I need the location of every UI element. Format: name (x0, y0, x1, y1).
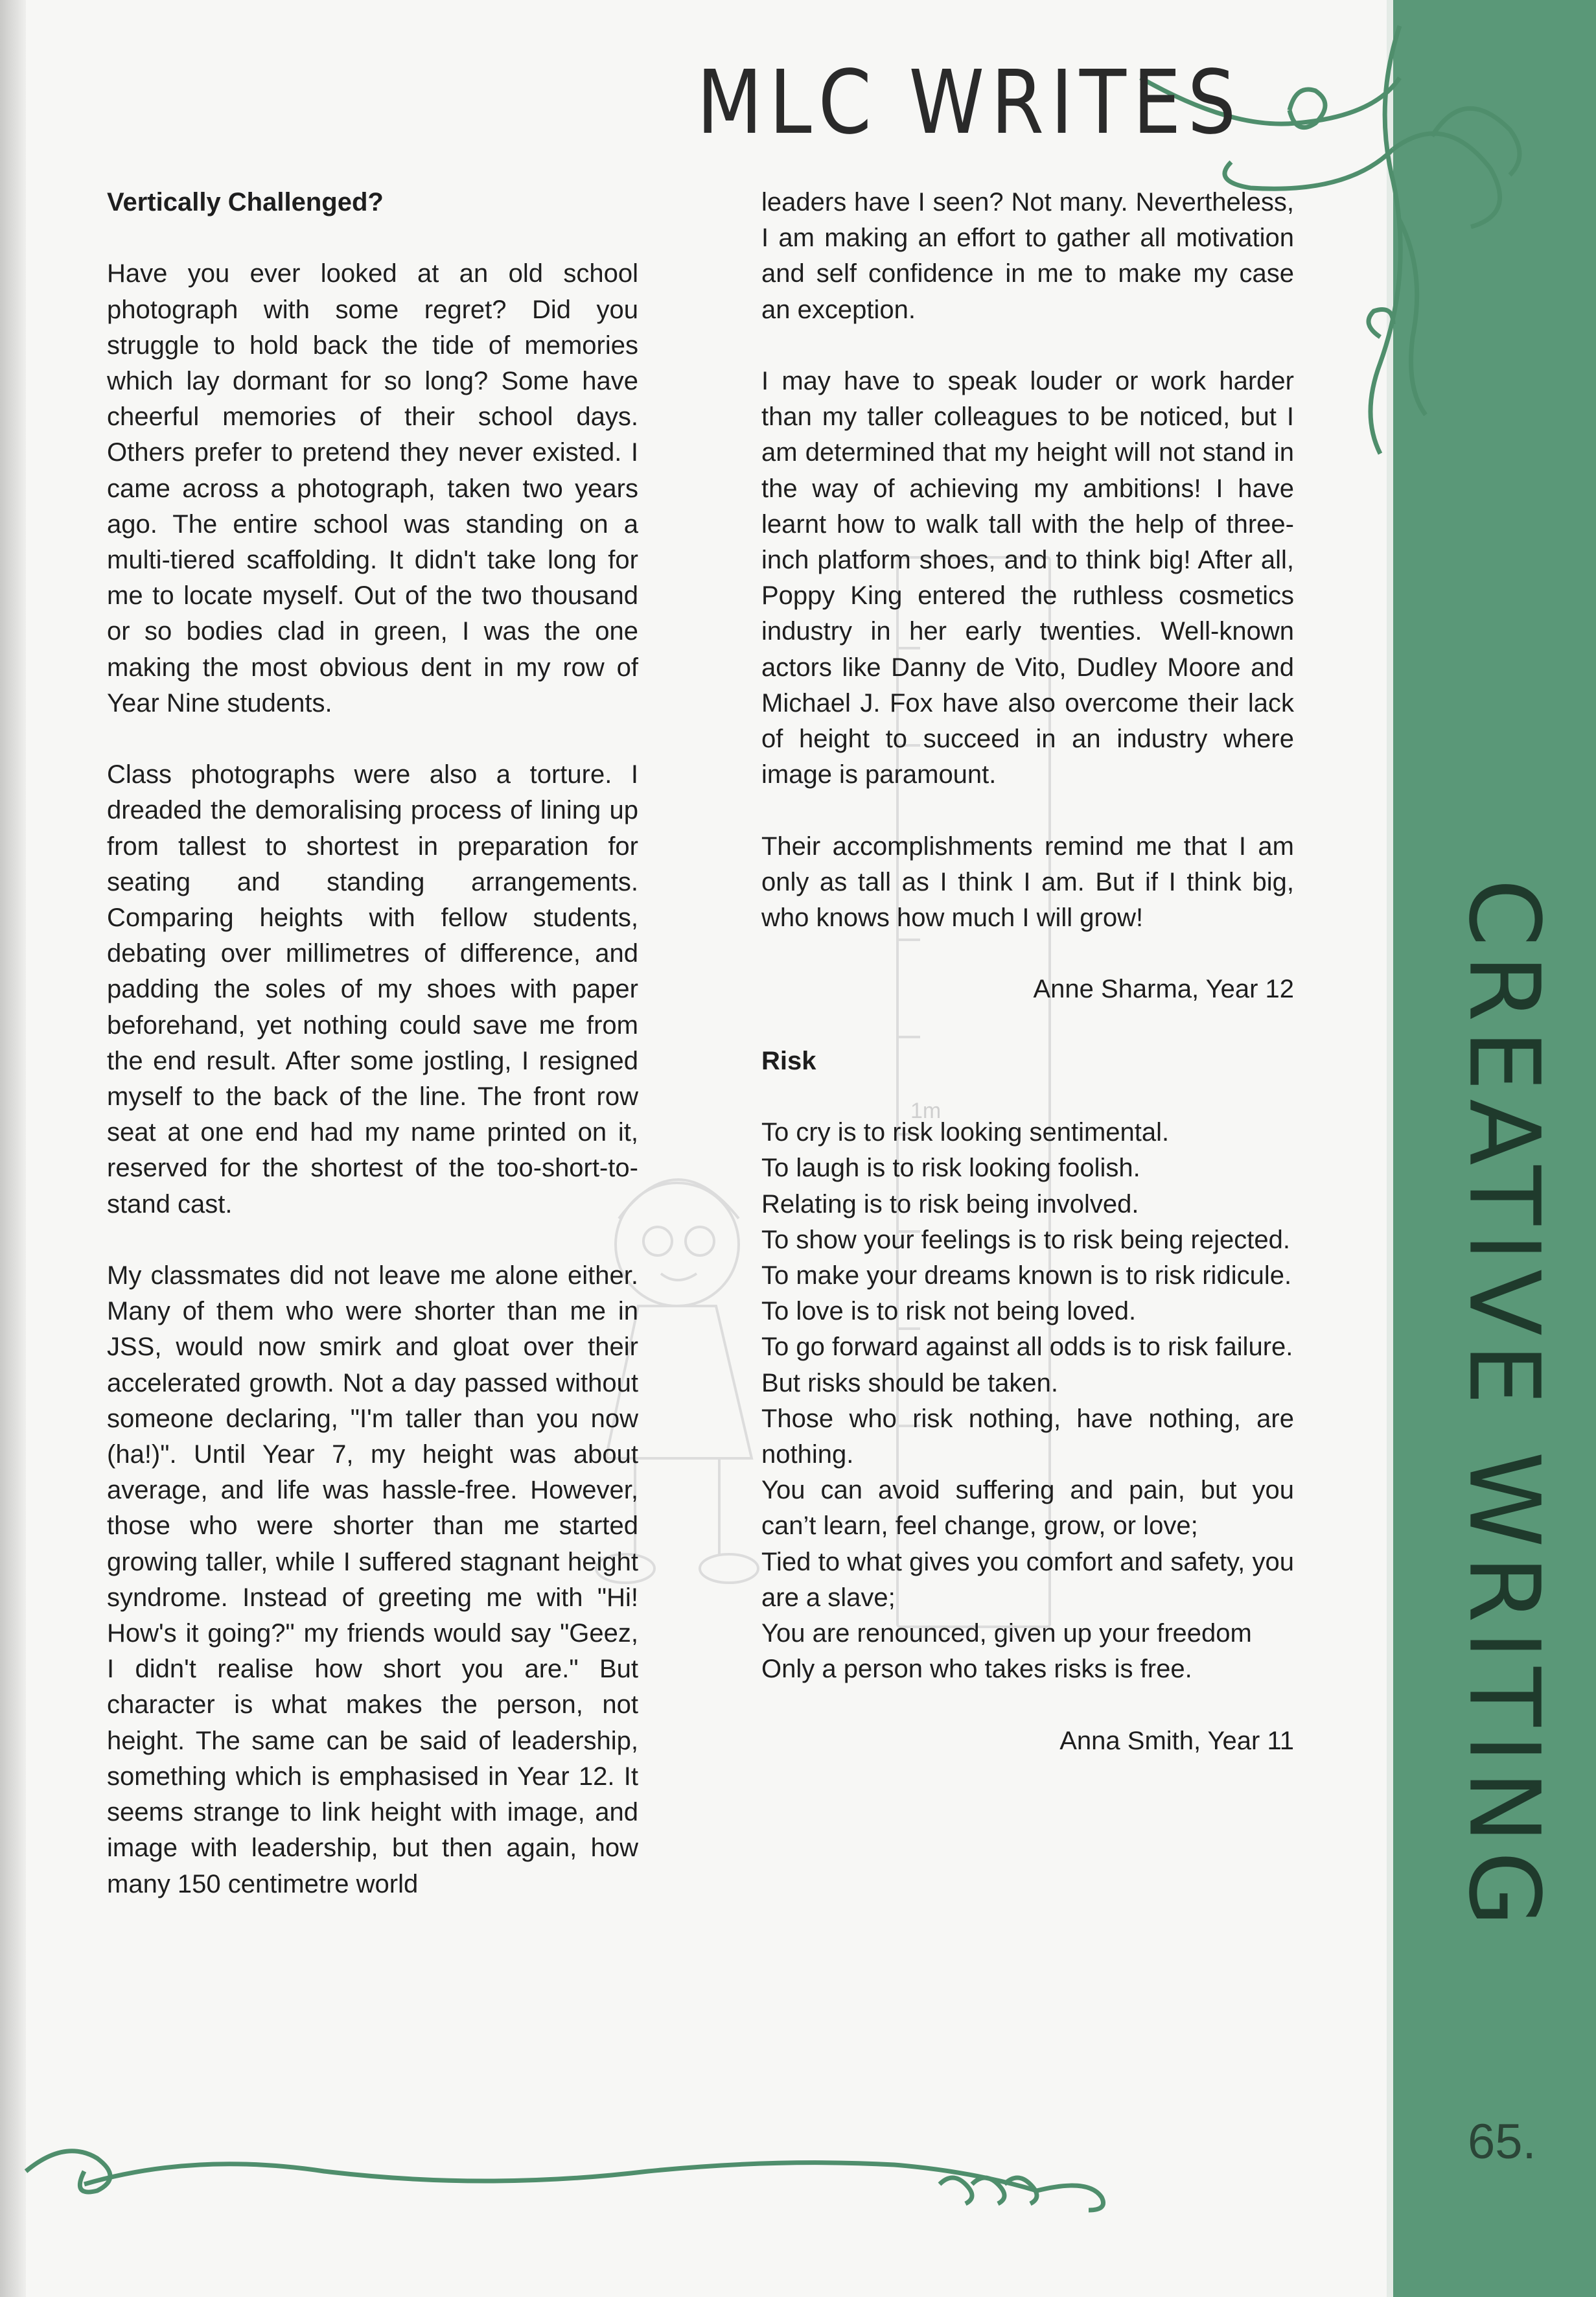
swirl-ornament-bottom (26, 2151, 1104, 2210)
poem-line: To make your dreams known is to risk ridicule. (761, 1261, 1292, 1290)
poem-line: To love is to risk not being loved. (761, 1297, 1137, 1326)
sidebar-section-title-container (1432, 878, 1575, 1935)
left-column (107, 185, 638, 1902)
article-paragraph: leaders have I seen? Not many. Nevertheless, I am making an effort to gather all motivation and self confidence in me to make my case an exception. (761, 188, 1294, 324)
poem-line: To go forward against all odds is to risk failure. (761, 1333, 1293, 1362)
poem-body (761, 1115, 1294, 1687)
poem-line: But risks should be taken. (761, 1368, 1059, 1397)
poem-line: Tied to what gives you comfort and safety, you are a slave; (761, 1547, 1294, 1612)
poem-author: Anna Smith, Year 11 (1059, 1726, 1294, 1755)
page-number: 65. (1468, 2114, 1536, 2169)
poem-line: You can avoid suffering and pain, but you can’t learn, feel change, grow, or love; (761, 1476, 1294, 1541)
article-author: Anne Sharma, Year 12 (1033, 975, 1294, 1004)
right-column (761, 185, 1294, 1795)
article-paragraph: Have you ever looked at an old school photograph with some regret? Did you struggle to hold back the tide of memories which lay dormant for so long? Some have cheerful memories of their school days. Others prefer to pretend they never existed. I came across a photograph, taken two years ago. The entire school was standing on a multi-tiered scaffolding. It didn't take long for me to locate myself. Out of the two thousand or so bodies clad in green, I was the one making the most obvious dent in my row of Year Nine students. (107, 259, 638, 717)
magazine-section-header: MLC WRITES (697, 51, 1243, 154)
poem-title: Risk (761, 1046, 816, 1075)
poem-line: Relating is to risk being involved. (761, 1189, 1139, 1218)
article-paragraph: Class photographs were also a torture. I dreaded the demoralising process of lining up from tallest to shortest in preparation for seating and standing arrangements. Comparing heights with fellow students, debating over millimetres of difference, and padding the soles of my shoes with paper beforehand, yet nothing could save me from the end result. After some jostling, I resigned myself to the back of the line. The front row seat at one end had my name printed on it, reserved for the shortest of the too-short-to-stand cast. (107, 760, 638, 1218)
poem-line: To cry is to risk looking sentimental. (761, 1118, 1170, 1147)
poem-line: To laugh is to risk looking foolish. (761, 1154, 1140, 1183)
article-paragraph: Their accomplishments remind me that I am only as tall as I think I am. But if I think big, who knows how much I will grow! (761, 832, 1294, 933)
ruler-mark-label: 1m (910, 1099, 942, 1123)
sidebar-section-title: CREATIVE WRITING (1447, 878, 1560, 1935)
article-paragraph: I may have to speak louder or work harder than my taller colleagues to be noticed, but I am determined that my height will not stand in the way of achieving my ambitions! I have learnt how to walk tall with the help of three-inch platform shoes, and to think big! After all, Poppy King entered the ruthless cosmetics industry in her early twenties. Well-known actors like Danny de Vito, Dudley Moore and Michael J. Fox have also overcome their lack of height to succeed in an industry where image is paramount. (761, 367, 1294, 789)
article-paragraph: My classmates did not leave me alone either. Many of them who were shorter than me in JSS, would now smirk and gloat over their accelerated growth. Not a day passed without someone declaring, "I'm taller than you now (ha!)". Until Year 7, my height was about average, and life was hassle-free. However, those who were shorter than me started growing taller, while I suffered stagnant height syndrome. Instead of greeting me with "Hi! How's it going?" my friends would say "Geez, I didn't realise how short you are." But character is what makes the person, not height. The same can be said of leadership, something which is emphasised in Year 12. It seems strange to link height with image, and image with leadership, but then again, how many 150 centimetre world (107, 1261, 638, 1898)
poem-line: To show your feelings is to risk being rejected. (761, 1225, 1290, 1254)
poem-line: You are renounced, given up your freedom (761, 1619, 1252, 1648)
poem-line: Those who risk nothing, have nothing, are nothing. (761, 1404, 1294, 1469)
poem-line: Only a person who takes risks is free. (761, 1655, 1192, 1684)
article-title: Vertically Challenged? (107, 188, 384, 216)
